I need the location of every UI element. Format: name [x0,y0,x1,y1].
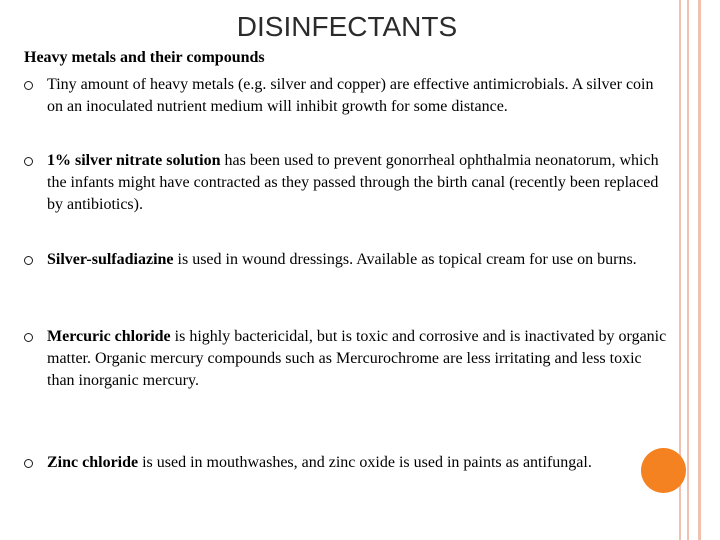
bullet-text-part: has been used to prevent gonorrheal ophthalmia neonatorum, which the infants might have contracted as they passed through the birth canal (recently been replaced by antibiotics). [47,152,659,213]
bullet-circle-icon [24,256,33,265]
bullet-lead-term: Silver-sulfadiazine [47,251,174,268]
section-heading: Heavy metals and their compounds [24,49,265,66]
bullet-item [24,452,670,474]
bullet-item [24,326,670,392]
bullet-circle-icon [24,157,33,166]
decorative-circle-icon [641,448,686,493]
bullet-text [47,326,670,392]
slide-title: DISINFECTANTS [236,11,458,42]
bullet-text-part: is used in mouthwashes, and zinc oxide is used in paints as antifungal. [138,454,592,471]
decorative-rail-line [687,0,689,540]
bullet-circle-icon [24,333,33,342]
bullet-text [47,150,670,216]
bullet-item [24,74,670,118]
bullet-text-part: is highly bactericidal, but is toxic and corrosive and is inactivated by organic matter. Organic mercury compounds such as Mercurochrome are less irritating and less toxic than inorganic mercury. [47,328,667,389]
bullet-lead-term: Zinc chloride [47,454,139,471]
bullet-circle-icon [24,81,33,90]
bullet-text-part: Tiny amount of heavy metals (e.g. [47,76,271,93]
bullet-text [47,249,670,271]
bullet-text [47,74,670,118]
bullet-circle-icon [24,459,33,468]
decorative-rail-line [698,0,701,540]
bullet-text-part: is used in wound dressings. Available as topical cream for use on burns. [173,251,637,268]
bullet-text-part: ) are effective antimicrobials. A silver coin on an inoculated nutrient medium will inhibit growth for some distance. [47,76,654,115]
bullet-text [47,452,670,474]
bullet-lead-term: Mercuric chloride [47,328,171,345]
bullet-emphasis: silver and copper [270,76,381,93]
bullet-lead-term: 1% silver nitrate solution [47,152,221,169]
bullet-item [24,249,670,271]
bullet-item [24,150,670,216]
